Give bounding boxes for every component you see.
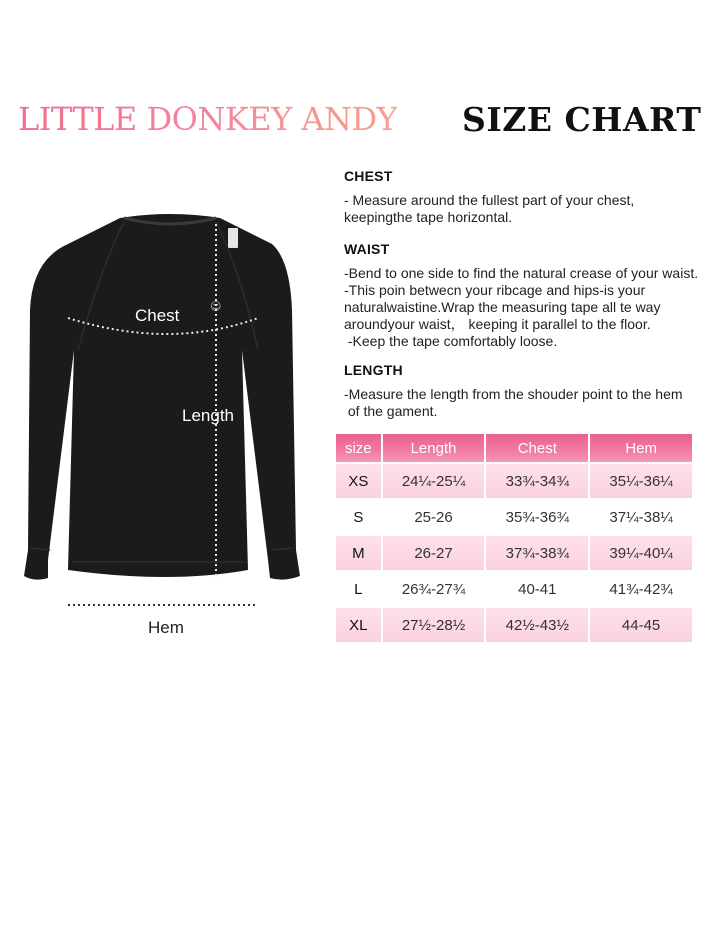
table-header-row xyxy=(336,434,692,462)
chest-heading: CHEST xyxy=(344,168,393,184)
chest-cell: 35¾-36¾ xyxy=(486,500,588,534)
chest-cell: 33¾-34¾ xyxy=(486,464,588,498)
size-cell: M xyxy=(336,536,381,570)
size-table xyxy=(334,432,694,644)
title-bar xyxy=(0,100,720,144)
waist-instructions xyxy=(344,241,714,350)
header-hem: Hem xyxy=(590,434,692,462)
chest-cell: 37¾-38¾ xyxy=(486,536,588,570)
shirt-illustration xyxy=(20,200,320,650)
logo-mark: ☺ xyxy=(210,300,222,313)
hem-cell: 39¼-40¼ xyxy=(590,536,692,570)
table-row xyxy=(336,572,692,606)
shirt-body xyxy=(24,214,300,580)
size-cell: XL xyxy=(336,608,381,642)
table-row xyxy=(336,464,692,498)
length-label: Length xyxy=(182,406,234,425)
hem-cell: 44-45 xyxy=(590,608,692,642)
table-row xyxy=(336,500,692,534)
hem-cell: 35¼-36¼ xyxy=(590,464,692,498)
hem-label: Hem xyxy=(148,618,184,637)
size-cell: S xyxy=(336,500,381,534)
chest-instructions xyxy=(344,168,714,226)
size-chart-title: SIZE CHART xyxy=(462,100,702,139)
length-text: -Measure the length from the shouder point to the hem of the gament. xyxy=(344,386,683,419)
chest-cell: 40-41 xyxy=(486,572,588,606)
size-cell: XS xyxy=(336,464,381,498)
hem-cell: 41¾-42¾ xyxy=(590,572,692,606)
chest-label: Chest xyxy=(135,306,180,325)
header-length: Length xyxy=(383,434,485,462)
header-chest: Chest xyxy=(486,434,588,462)
size-cell: L xyxy=(336,572,381,606)
length-cell: 26¾-27¾ xyxy=(383,572,485,606)
chest-cell: 42½-43½ xyxy=(486,608,588,642)
length-cell: 27½-28½ xyxy=(383,608,485,642)
hem-cell: 37¼-38¼ xyxy=(590,500,692,534)
shirt-diagram xyxy=(20,200,320,650)
length-cell: 25-26 xyxy=(383,500,485,534)
size-tag xyxy=(228,228,238,248)
length-instructions xyxy=(344,362,714,420)
table-row xyxy=(336,608,692,642)
waist-heading: WAIST xyxy=(344,241,390,257)
chest-text: - Measure around the fullest part of your chest, keepingthe tape horizontal. xyxy=(344,192,635,225)
table-row xyxy=(336,536,692,570)
length-cell: 24¼-25¼ xyxy=(383,464,485,498)
length-heading: LENGTH xyxy=(344,362,403,378)
brand-name: LITTLE DONKEY ANDY xyxy=(18,100,398,138)
length-cell: 26-27 xyxy=(383,536,485,570)
waist-text: -Bend to one side to find the natural crease of your waist. -This poin betwecn your ribcage and hips-is your naturalwaistine.Wrap the measuring tape all te way aroundyour waist， keeping it parallel to the floor. -Keep the tape comfortably loose. xyxy=(344,265,699,349)
header-size: size xyxy=(336,434,381,462)
